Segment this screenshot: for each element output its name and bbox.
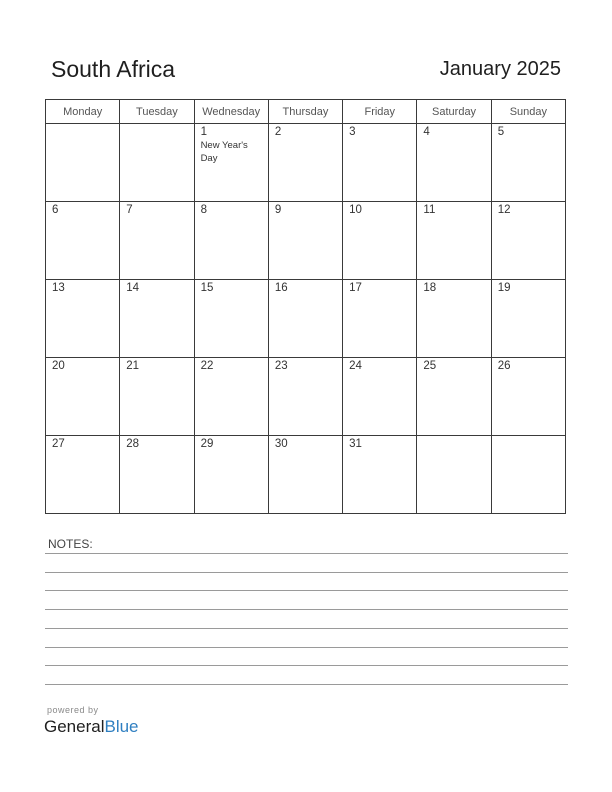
day-cell [343,358,417,436]
day-cell [268,124,342,202]
day-cell [491,436,565,514]
day-cell [417,124,491,202]
day-number: 4 [423,126,430,138]
week-row [46,202,566,280]
day-number: 12 [497,204,511,216]
note-line [45,647,568,648]
day-cell [120,280,194,358]
month-title: January 2025 [439,58,561,80]
note-line [45,590,568,591]
powered-by-text: powered by [47,705,99,715]
day-number: 7 [126,204,133,216]
day-number: 6 [52,204,59,216]
day-number: 26 [497,360,511,372]
country-title: South Africa [51,56,176,82]
day-number: 14 [126,282,140,294]
day-number: 30 [274,438,288,450]
notes-label: NOTES: [48,537,93,551]
day-cell [417,202,491,280]
day-number: 28 [126,438,140,450]
week-row [46,280,566,358]
day-cell [268,280,342,358]
day-number: 22 [200,360,214,372]
day-cell [491,124,565,202]
day-cell [417,280,491,358]
day-number: 24 [349,360,362,372]
day-cell [46,124,120,202]
day-cell [268,436,342,514]
week-row [46,436,566,514]
day-cell [343,280,417,358]
day-number: 23 [274,360,288,372]
day-number: 27 [52,438,65,450]
day-cell [194,124,268,202]
day-number: 13 [52,282,65,294]
brand-name-blue: Blue [104,717,139,736]
weekday-saturday: Saturday [417,100,491,124]
week-row [46,358,566,436]
day-cell [194,280,268,358]
weekday-header-row [46,100,566,124]
day-cell [417,436,491,514]
weekday-wednesday: Wednesday [194,100,268,124]
brand-name-general: General [44,717,105,736]
day-cell [491,202,565,280]
day-cell [46,280,120,358]
day-number: 8 [200,204,207,216]
note-line [45,553,568,554]
day-number: 29 [200,438,214,450]
day-cell [268,202,342,280]
day-number: 18 [423,282,437,294]
day-cell [46,202,120,280]
day-cell [194,436,268,514]
day-cell [120,358,194,436]
day-number: 21 [126,360,140,372]
day-cell [194,358,268,436]
day-cell [343,436,417,514]
day-cell [46,358,120,436]
day-number: 16 [274,282,288,294]
day-number: 19 [497,282,511,294]
day-number: 31 [349,438,362,450]
weekday-monday: Monday [46,100,120,124]
day-number: 5 [497,126,505,138]
note-line [45,609,568,610]
day-number: 20 [52,360,65,372]
day-number: 3 [349,126,356,138]
day-number: 9 [274,204,282,216]
holiday-label: New Year's Day [200,140,248,164]
day-number: 15 [200,282,214,294]
day-number [46,124,119,125]
day-cell [491,280,565,358]
calendar-grid [45,99,566,514]
day-number: 2 [274,126,282,138]
day-cell [343,124,417,202]
day-cell [46,436,120,514]
day-cell [120,436,194,514]
day-cell [268,358,342,436]
day-cell [120,124,194,202]
day-cell [417,358,491,436]
note-line [45,572,568,573]
note-line [45,628,568,629]
day-number: 25 [423,360,437,372]
day-number: 1 [200,126,207,138]
brand-logo [44,716,139,738]
day-cell [343,202,417,280]
weekday-thursday: Thursday [268,100,342,124]
day-number: 17 [349,282,362,294]
weekday-tuesday: Tuesday [120,100,194,124]
day-number [120,124,193,125]
note-line [45,684,568,685]
day-number [417,436,490,437]
weekday-sunday: Sunday [491,100,565,124]
day-number [492,436,565,437]
week-row [46,124,566,202]
day-number: 11 [423,204,436,216]
day-cell [120,202,194,280]
day-number: 10 [349,204,362,216]
day-cell [491,358,565,436]
weekday-friday: Friday [343,100,417,124]
day-cell [194,202,268,280]
note-line [45,665,568,666]
